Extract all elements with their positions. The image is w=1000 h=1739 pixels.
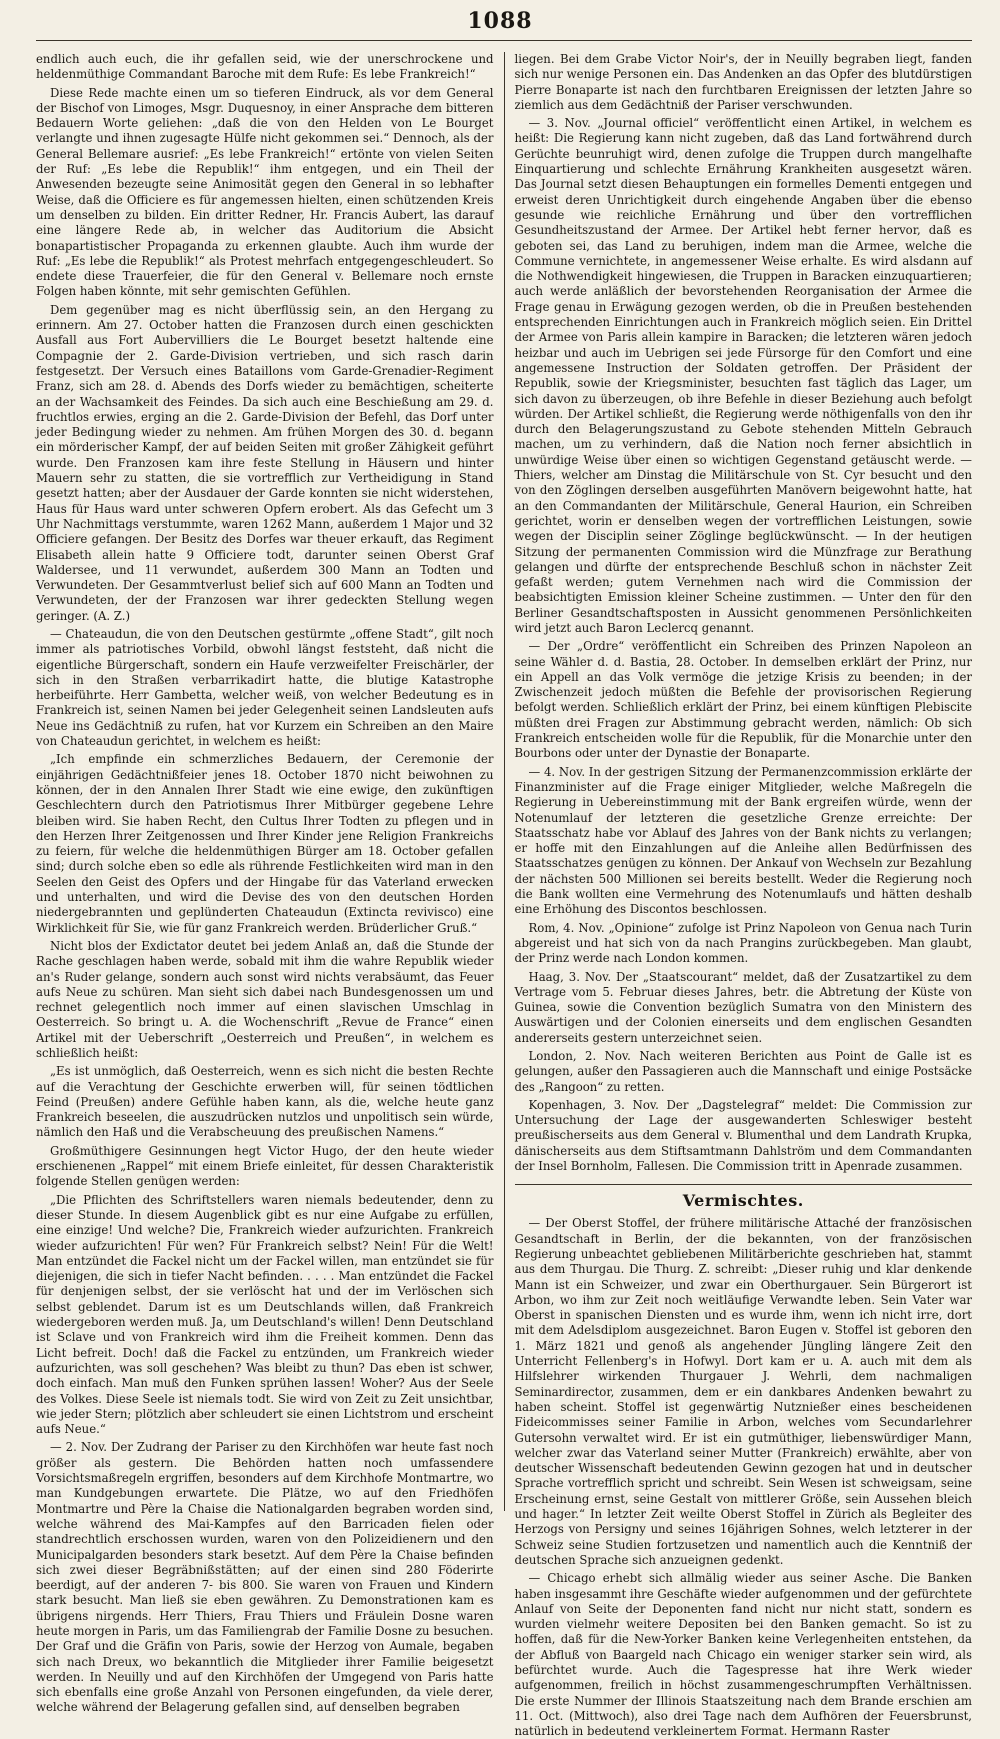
paragraph: Rom, 4. Nov. „Opinione“ zufolge ist Prinz Napoleon von Genua nach Turin abgereist und hat sich von da nach Prangins zurückbegeben. Man glaubt, der Prinz werde nach London kommen. (514, 920, 972, 966)
paragraph: „Es ist unmöglich, daß Oesterreich, wenn es sich nicht die besten Rechte auf die Verachtung der Geschichte erwerben will, für seinen tödtlichen Feind (Preußen) andere Gefühle haben kann, als die, welche heute ganz Frankreich beseelen, die auszudrücken nutzlos und unpolitisch sein würde, nämlich den Haß und die Verabscheuung des preußischen Namens.“ (36, 1064, 494, 1140)
page-number: 1088 (467, 8, 533, 34)
paragraph: endlich auch euch, die ihr gefallen seid, wie der unerschrockene und heldenmüthige Commandant Baroche mit dem Rufe: Es lebe Frankreich!“ (36, 52, 494, 82)
paragraph: London, 2. Nov. Nach weiteren Berichten aus Point de Galle ist es gelungen, außer den Passagieren auch die Mannschaft und einige Postsäcke des „Rangoon“ zu retten. (514, 1049, 972, 1094)
paragraph: — 2. Nov. Der Zudrang der Pariser zu den Kirchhöfen war heute fast noch größer als gestern. Die Behörden hatten noch umfassendere Vorsichtsmaßregeln ergriffen, besonders auf dem Kirchhofe Montmartre, wo man Kundgebungen erwartete. Die Plätze, wo auf den Friedhöfen Montmartre und Père la Chaise die Nationalgarden begraben worden sind, welche während des Mai-Kampfes auf den Barricaden fielen oder standrechtlich erschossen wurden, waren von den Polizeidienern und den Municipalgarden besonders stark besetzt. Auf dem Père la Chaise befinden sich zwei dieser Begräbnißstätten; auf der einen sind 280 Föderirte beerdigt, auf der anderen 7- bis 800. Sie waren von Frauen und Kindern stark besucht. Man ließ sie eben gewähren. Zu Demonstrationen kam es übrigens nirgends. Herr Thiers, Frau Thiers und Fräulein Dosne waren heute morgen in Paris, um das Familiengrab der Familie Dosne zu besuchen. Der Graf und die Gräfin von Paris, sowie der Herzog von Aumale, begaben sich nach Dreux, wo bekanntlich die Mitglieder ihrer Familie beigesetzt werden. In Neuilly und auf den Kirchhöfen der Umgegend von Paris hatte sich ebenfalls eine große Anzahl von Personen eingefunden, da viele derer, welche während der Belagerung gefallen sind, auf denselben begraben (36, 1440, 494, 1715)
paragraph: „Die Pflichten des Schriftstellers waren niemals bedeutender, denn zu dieser Stunde. In diesem Augenblick gibt es nur eine Aufgabe zu erfüllen, eine einzige! Und welche? Die, Frankreich wieder aufzurichten. Frankreich wieder aufzurichten! Für wen? Für Frankreich selbst? Nein! Für die Welt! Man entzündet die Fackel nicht um der Fackel willen, man entzündet sie für diejenigen, die sich in tiefer Nacht befinden. . . . . Man entzündet die Fackel für denjenigen selbst, der sie verlöscht hat und der im Verlöschen sich selbst geblendet. Darum ist es um Deutschlands willen, daß Frankreich wiedergeboren werden muß. Ja, um Deutschland's willen! Denn Deutschland ist Sclave und von Frankreich wird ihm die Freiheit kommen. Denn das Licht befreit. Doch! daß die Fackel zu entzünden, um Frankreich wieder aufzurichten, was soll geschehen? Was bleibt zu thun? Das eben ist schwer, doch einfach. Man muß den Funken sprühen lassen! Woher? Aus der Seele des Volkes. Diese Seele ist niemals todt. Sie wird von Zeit zu Zeit unsichtbar, wie jeder Stern; plötzlich aber schleudert sie einen Lichtstrom und erscheint aufs Neue.“ (36, 1192, 494, 1437)
paragraph: — 4. Nov. In der gestrigen Sitzung der Permanenzcommission erklärte der Finanzminister auf die Frage einiger Mitglieder, welche Maßregeln die Regierung in Uebereinstimmung mit der Bank ergreifen würde, wenn der Notenumlauf der letzteren die gesetzliche Grenze erreichte: Der Staatsschatz habe vor Ablauf des Jahres von der Bank nichts zu verlangen; er hoffe mit den Einzahlungen auf die Anleihe allen Bedürfnissen des Staatsschatzes genügen zu können. Der Ankauf von Wechseln zur Bezahlung der nächsten 500 Millionen sei bereits bestellt. Weder die Regierung noch die Bank wollten eine Vermehrung des Notenumlaufs und hätten deshalb eine Erhöhung des Discontos beschlossen. (514, 764, 972, 917)
paragraph: Nicht blos der Exdictator deutet bei jedem Anlaß an, daß die Stunde der Rache geschlagen haben werde, sobald mit ihm die wahre Republik wieder an's Ruder gelange, sondern auch sonst wird nichts verabsäumt, das Feuer aufs Neue zu schüren. Man sieht sich dabei nach Bundesgenossen um und rechnet gelegentlich noch immer auf einen slavischen Umschlag in Oesterreich. So bringt u. A. die Wochenschrift „Revue de France“ einen Artikel mit der Ueberschrift „Oesterreich und Preußen“, in welchem es schließlich heißt: (36, 938, 494, 1060)
paragraph: Großmüthigere Gesinnungen hegt Victor Hugo, der den heute wieder erschienenen „Rappel“ mit einem Briefe einleitet, für dessen Charakteristik folgende Stellen genügen werden: (36, 1143, 494, 1189)
paragraph: liegen. Bei dem Grabe Victor Noir's, der in Neuilly begraben liegt, fanden sich nur wenige Personen ein. Das Andenken an das Opfer des blutdürstigen Pierre Bonaparte ist nach den furchtbaren Ereignissen der letzten Jahre so ziemlich aus dem Gedächtniß der Pariser verschwunden. (514, 52, 972, 112)
paragraph: — 3. Nov. „Journal officiel“ veröffentlicht einen Artikel, in welchem es heißt: Die Regierung kann nicht zugeben, daß das Land fortwährend durch Gerüchte beunruhigt wird, denen zufolge die Truppen durch mangelhafte Einquartierung und schlechte Ernährung Krankheiten ausgesetzt wären. Das Journal setzt diesen Behauptungen ein formelles Dementi entgegen und erweist deren Unrichtigkeit durch eingehende Angaben über die ebenso gesunde wie reichliche Ernährung und über den vortrefflichen Gesundheitszustand der Armee. Der Artikel hebt ferner hervor, daß es geboten sei, das Land zu beruhigen, indem man die Armee, welche die Commune vernichtete, in angemessener Weise erhalte. Es wird alsdann auf die Nothwendigkeit hingewiesen, die Truppen in Baracken einzuquartieren; auch werde anläßlich der bevorstehenden Reorganisation der Armee die Frage genau in Erwägung gezogen werden, ob die in Preußen bestehenden entsprechenden Einrichtungen auch in Frankreich möglich seien. Ein Drittel der Armee von Paris allein kampire in Baracken; die letzteren wären jedoch heizbar und auch im Uebrigen sei jede Fürsorge für den Comfort und eine angemessene Instruction der Soldaten getroffen. Der Präsident der Republik, sowie der Kriegsminister, besuchten fast täglich das Lager, um sich davon zu überzeugen, ob ihre Befehle in dieser Beziehung auch befolgt würden. Der Artikel schließt, die Regierung werde nöthigenfalls von den ihr durch den Belagerungszustand zu Gebote stehenden Mitteln Gebrauch machen, um zu verhindern, daß die Nation noch ferner absichtlich in unwürdige Weise über einen so wichtigen Gegenstand getäuscht werde. — Thiers, welcher am Dinstag die Militärschule von St. Cyr besucht und den von den Zöglingen derselben ausgeführten Manövern beigewohnt hatte, hat an den Commandanten der Militärschule, General Haurion, ein Schreiben gerichtet, worin er denselben wegen der vortrefflichen Leistungen, sowie wegen der Disciplin seiner Zöglinge beglückwünscht. — In der heutigen Sitzung der permanenten Commission wird die Münzfrage zur Berathung gelangen und dürfte der entsprechende Beschluß schon in nächster Zeit gefaßt werden; gutem Vernehmen nach wird die Commission der beabsichtigten Emission kleiner Scheine zustimmen. — Unter den für den Berliner Gesandtschaftsposten in Aussicht genommenen Persönlichkeiten wird jetzt auch Baron Leclercq genannt. (514, 116, 972, 635)
text-columns (36, 52, 972, 1739)
paragraph: Haag, 3. Nov. Der „Staatscourant“ meldet, daß der Zusatzartikel zu dem Vertrage vom 5. Februar dieses Jahres, betr. die Abtretung der Küste von Guinea, sowie die Convention bezüglich Sumatra von den Ministern des Auswärtigen und der Colonien einerseits und dem englischen Gesandten andererseits gestern unterzeichnet seien. (514, 969, 972, 1045)
paragraph: — Der „Ordre“ veröffentlicht ein Schreiben des Prinzen Napoleon an seine Wähler d. d. Bastia, 28. October. In demselben erklärt der Prinz, nur ein Appell an das Volk vermöge die jetzige Krisis zu beenden; in der Zwischenzeit jedoch müßten die Befehle der provisorischen Regierung befolgt werden. Schließlich erklärt der Prinz, bei einem künftigen Plebiscite müßten drei Fragen zur Abstimmung gebracht werden, nämlich: Ob sich Frankreich entscheiden wolle für die Republik, für die Monarchie unter den Bourbons oder unter der Dynastie der Bonaparte. (514, 639, 972, 761)
right-column (504, 52, 973, 1739)
paragraph: Kopenhagen, 3. Nov. Der „Dagstelegraf“ meldet: Die Commission zur Untersuchung der Lage der ausgewanderten Schleswiger besteht preußischerseits aus dem General v. Blumenthal und dem Landrath Krupka, dänischerseits aus dem Stiftsamtmann Dahlström und dem Commandanten der Insel Bornholm, Fallesen. Die Commission tritt in Apenrade zusammen. (514, 1097, 972, 1174)
paragraph: — Chateaudun, die von den Deutschen gestürmte „offene Stadt“, gilt noch immer als patriotisches Vorbild, obwohl längst feststeht, daß nicht die eigentliche Bürgerschaft, sondern ein Haufe verzweifelter Freischärler, der sich in den Straßen verbarrikadirt hatte, die blutige Katastrophe herbeiführte. Herr Gambetta, welcher weiß, von welcher Bedeutung es in Frankreich ist, seinen Namen bei jeder Gelegenheit seinen Landsleuten aufs Neue ins Gedächtniß zu rufen, hat vor Kurzem ein Schreiben an den Maire von Chateaudun gerichtet, in welchem es heißt: (36, 626, 494, 749)
paragraph: „Ich empfinde ein schmerzliches Bedauern, der Ceremonie der einjährigen Gedächtnißfeier jenes 18. October 1870 nicht beiwohnen zu können, der in den Annalen Ihrer Stadt wie eine ewige, den zukünftigen Geschlechtern durch den Patriotismus Ihrer Mitbürger gegebene Lehre bleiben wird. Sie haben Recht, den Cultus Ihrer Todten zu pflegen und in den Herzen Ihrer Zeitgenossen und Ihrer Kinder jene Religion Frankreichs zu feiern, für welche die heldenmüthigen Bürger am 18. October gefallen sind; durch solche eben so edle als rührende Festlichkeiten wird man in den Seelen den Geist des Opfers und der Hingabe für das Vaterland erwecken und unterhalten, und wird die Devise des von den deutschen Horden niedergebrannten und geplünderten Chateaudun (Extincta revivisco) eine Wirklichkeit für Sie, wie für ganz Frankreich werden. Brüderlicher Gruß.“ (36, 752, 494, 935)
top-rule (36, 40, 972, 41)
paragraph: Dem gegenüber mag es nicht überflüssig sein, an den Hergang zu erinnern. Am 27. October hatten die Franzosen durch einen geschickten Ausfall aus Fort Aubervilliers die Le Bourget besetzt haltende eine Compagnie der 2. Garde-Division vertrieben, und sich rasch darin festgesetzt. Der Versuch eines Bataillons vom Garde-Grenadier-Regiment Franz, sich am 28. d. Abends des Dorfs wieder zu bemächtigen, scheiterte an der Wachsamkeit des Feindes. Da sich auch eine Beschießung am 29. d. fruchtlos erwies, erging an die 2. Garde-Division der Befehl, das Dorf unter jeder Bedingung wieder zu nehmen. Am frühen Morgen des 30. d. begann ein mörderischer Kampf, der auf beiden Seiten mit großer Zähigkeit geführt wurde. Den Franzosen kam ihre feste Stellung in Häusern und hinter Mauern sehr zu statten, die sie vortrefflich zur Vertheidigung in Stand gesetzt hatten; aber der Ausdauer der Garde konnten sie nicht widerstehen, Haus für Haus ward unter schweren Opfern erobert. Als das Gefecht um 3 Uhr Nachmittags verstummte, waren 1262 Mann, außerdem 1 Major und 32 Officiere gefangen. Der Besitz des Dorfes war theuer erkauft, das Regiment Elisabeth allein hatte 9 Officiere todt, darunter seinen Oberst Graf Waldersee, und 11 verwundet, außerdem 300 Mann an Todten und Verwundeten. Der Gesammtverlust belief sich auf 600 Mann an Todten und Verwundeten, der der Franzosen war ihrer gedeckten Stellung wegen geringer. (A. Z.) (36, 302, 494, 623)
left-column (36, 52, 504, 1715)
section-heading-vermischtes: Vermischtes. (515, 1184, 973, 1210)
paragraph: Diese Rede machte einen um so tieferen Eindruck, als vor dem General der Bischof von Limoges, Msgr. Duquesnoy, in einer Ansprache dem bitteren Bedauern Worte geliehen: „daß die von den Helden von Le Bourget verlangte und ihnen zugesagte Hülfe nicht gekommen sei.“ Dennoch, als der General Bellemare ausrief: „Es lebe Frankreich!“ ertönte von vielen Seiten der Ruf: „Es lebe die Republik!“ ihm entgegen, und ein Theil der Anwesenden bezeugte seine Animosität gegen den General in so lebhafter Weise, daß die Officiere es für angemessen hielten, einen schützenden Kreis um denselben zu bilden. Ein dritter Redner, Hr. Francis Aubert, las darauf eine längere Rede ab, in welcher das Auditorium die Absicht bonapartistischer Propaganda zu erkennen glaubte. Auch ihm wurde der Ruf: „Es lebe die Republik!“ als Protest mehrfach entgegengeschleudert. So endete diese Trauerfeier, die für den General v. Bellemare noch ernste Folgen haben könnte, mit sehr gemischten Gefühlen. (36, 85, 494, 299)
paragraph: — Chicago erhebt sich allmälig wieder aus seiner Asche. Die Banken haben insgesammt ihre Geschäfte wieder aufgenommen und der gefürchtete Anlauf von Seite der Deponenten fand nicht nur nicht statt, sondern es wurden vielmehr weitere Depositen bei den Banken gemacht. So ist zu hoffen, daß für die New-Yorker Banken keine Verlegenheiten entstehen, da der Abfluß von Baargeld nach Chicago ein weniger starker sein wird, als befürchtet wurde. Auch die Tagespresse hat ihre Werk wieder aufgenommen, freilich in höchst zusammengeschrumpften Verhältnissen. Die erste Nummer der Illinois Staatszeitung nach dem Brande erschien am 11. Oct. (Mittwoch), also drei Tage nach dem Aufhören der Feuersbrunst, natürlich in bedeutend verkleinertem Format. Hermann Raster (514, 1571, 972, 1739)
paragraph: — Der Oberst Stoffel, der frühere militärische Attaché der französischen Gesandtschaft in Berlin, der die bekannten, von der französischen Regierung unbeachtet gebliebenen Militärberichte geschrieben hat, stammt aus dem Thurgau. Die Thurg. Z. schreibt: „Dieser ruhig und klar denkende Mann ist ein Schweizer, und zwar ein Oberthurgauer. Sein Bürgerort ist Arbon, wo ihm zur Zeit noch weitläufige Verwandte leben. Sein Vater war Oberst in spanischen Diensten und es wurde ihm, wenn ich nicht irre, dort mit dem Adelsdiplom ausgezeichnet. Baron Eugen v. Stoffel ist geboren den 1. März 1821 und genoß als angehender Jüngling längere Zeit den Unterricht Fellenberg's in Hofwyl. Dort kam er u. A. auch mit dem als Hilfslehrer wirkenden Thurgauer J. Wehrli, dem nachmaligen Seminardirector, zusammen, dem er ein dankbares Andenken bewahrt zu haben scheint. Stoffel ist gegenwärtig Nutznießer eines bescheidenen Fideicommisses seiner Familie in Arbon, welches vom Secundarlehrer Gutersohn verwaltet wird. Er ist ein gutmüthiger, liebenswürdiger Mann, welcher zwar das Vaterland seiner Mutter (Frankreich) erwählte, aber von deutscher Wissenschaft bedeutenden Gewinn gezogen hat und in deutscher Sprache vortrefflich spricht und schreibt. Sein Wesen ist schweigsam, seine Erscheinung ernst, seine Gestalt von mittlerer Größe, sein Aussehen bleich und hager.“ In letzter Zeit weilte Oberst Stoffel in Zürich als Begleiter des Herzogs von Persigny und seines 16jährigen Sohnes, welch letzterer in der Schweiz seine Studien fortzusetzen und namentlich auch die Kenntniß der deutschen Sprache sich anzueignen gedenkt. (514, 1216, 972, 1567)
